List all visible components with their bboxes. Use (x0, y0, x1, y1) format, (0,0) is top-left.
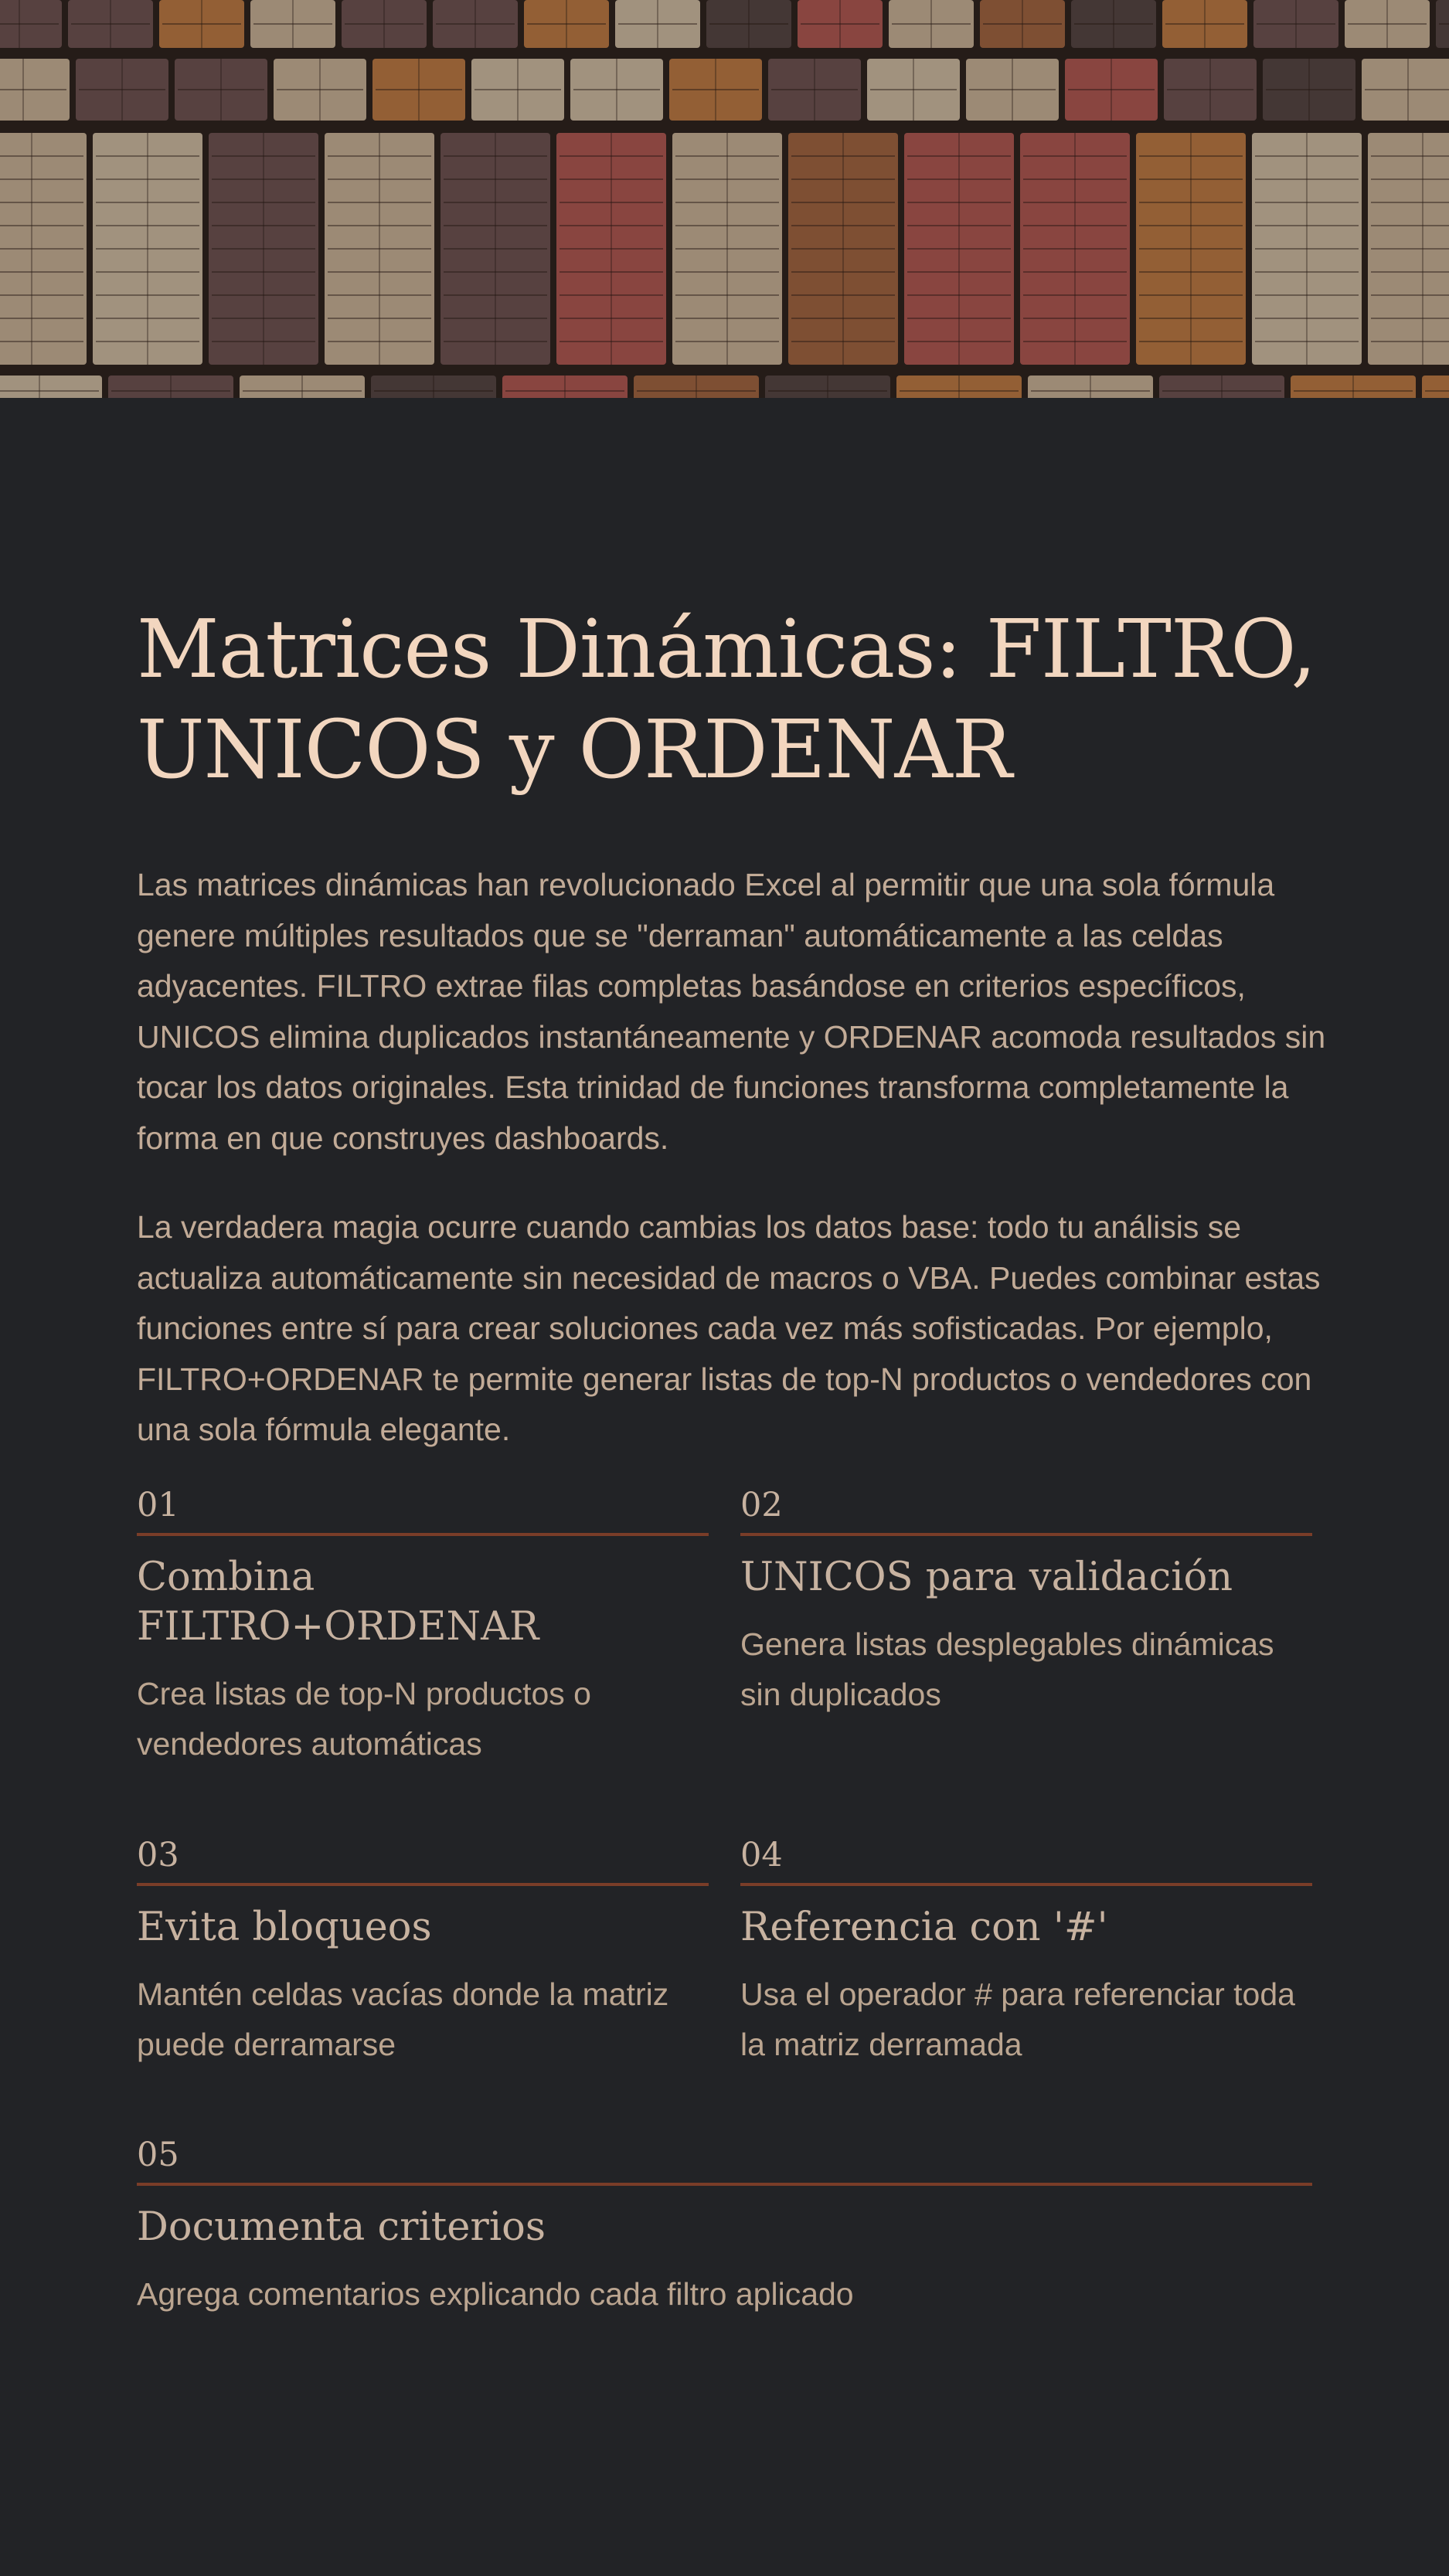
tip-title: UNICOS para validación (740, 1555, 1233, 1600)
tip-description: Genera listas desplegables dinámicas sin duplicados (740, 1626, 1274, 1712)
tip-card (740, 1835, 1312, 2070)
tip-card (740, 1485, 1312, 1720)
tip-description: Usa el operador # para referenciar toda la matriz derramada (740, 1976, 1295, 2062)
tip-card (137, 1835, 709, 2070)
detail-paragraph: La verdadera magia ocurre cuando cambias los datos base: todo tu análisis se actualiza automáticamente sin necesidad de macros o VBA. Puedes combinar estas funciones entre sí para crear soluciones cada vez más sofisticadas. Por ejemplo, FILTRO+ORDENAR te permite generar listas de top-N productos o vendedores con una sola fórmula elegante. (137, 1209, 1321, 1447)
tip-number: 02 (740, 1485, 1312, 1536)
tip-title: Evita bloqueos (137, 1905, 432, 1950)
tip-number: 05 (137, 2135, 1312, 2186)
spreadsheet-mosaic-illustration (0, 0, 1449, 398)
tip-description: Mantén celdas vacías donde la matriz puede derramarse (137, 1976, 669, 2062)
tip-description: Crea listas de top-N productos o vendedores automáticas (137, 1676, 591, 1762)
tip-number: 01 (137, 1485, 709, 1536)
tip-description: Agrega comentarios explicando cada filtro aplicado (137, 2276, 854, 2312)
tip-number: 03 (137, 1835, 709, 1886)
tip-number: 04 (740, 1835, 1312, 1886)
tip-card (137, 1485, 709, 1769)
intro-paragraph: Las matrices dinámicas han revolucionado Excel al permitir que una sola fórmula genere múltiples resultados que se "derraman" automáticamente a las celdas adyacentes. FILTRO extrae filas completas basándose en criterios específicos, UNICOS elimina duplicados instantáneamente y ORDENAR acomoda resultados sin tocar los datos originales. Esta trinidad de funciones transforma completamente la forma en que construyes dashboards. (137, 867, 1326, 1156)
tip-title: Documenta criterios (137, 2204, 546, 2250)
tip-card (137, 2135, 1312, 2319)
page-title: Matrices Dinámicas: FILTRO, UNICOS y ORDENAR (137, 602, 1316, 797)
hero-image (0, 0, 1449, 398)
tip-title: Combina FILTRO+ORDENAR (137, 1555, 539, 1650)
tip-title: Referencia con '#' (740, 1905, 1108, 1950)
